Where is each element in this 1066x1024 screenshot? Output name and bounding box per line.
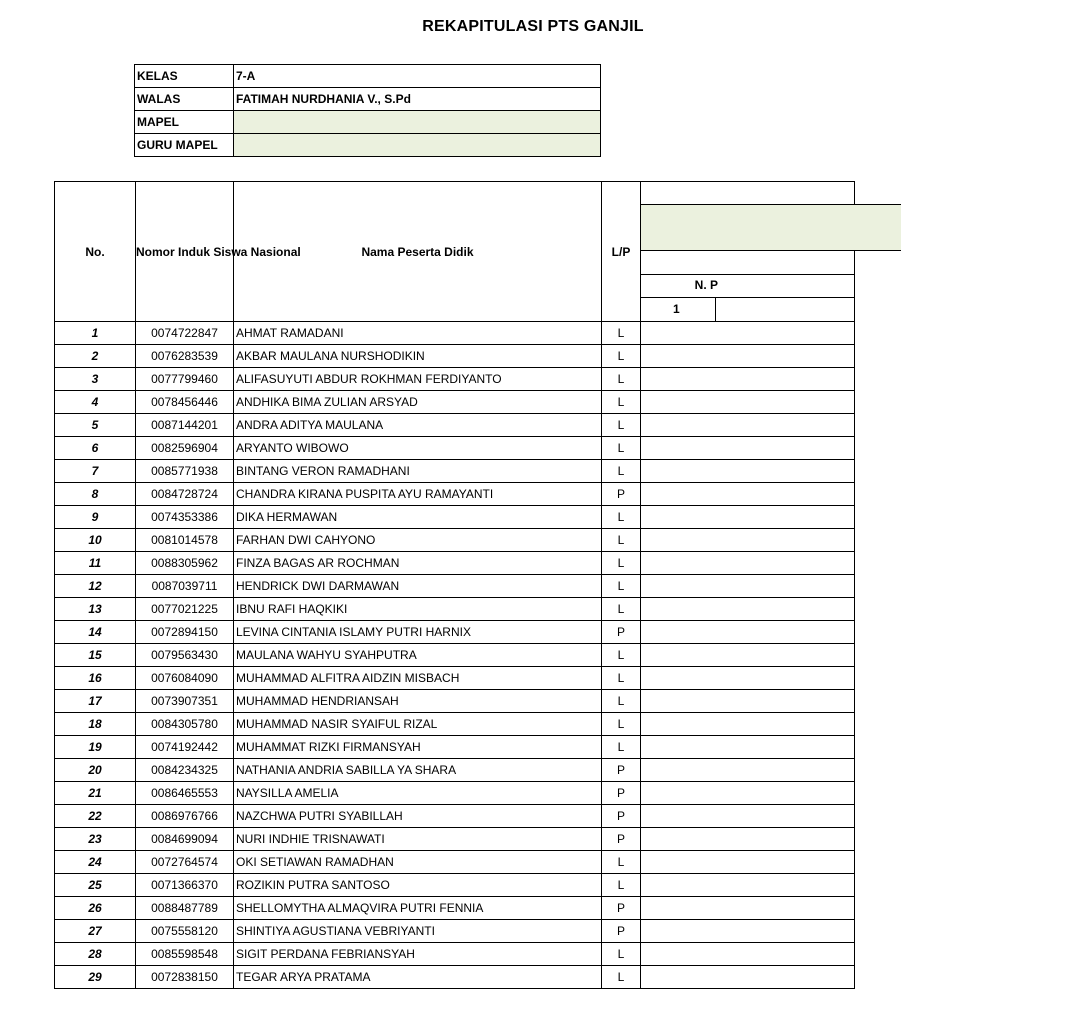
row-number: 10 (55, 529, 136, 552)
row-gender: L (602, 943, 641, 966)
row-score-cell[interactable] (641, 828, 855, 851)
table-row (55, 851, 855, 874)
row-name: ANDRA ADITYA MAULANA (234, 414, 602, 437)
row-gender: L (602, 575, 641, 598)
row-number: 24 (55, 851, 136, 874)
row-number: 26 (55, 897, 136, 920)
row-score-cell[interactable] (641, 667, 855, 690)
row-name: MUHAMMAD ALFITRA AIDZIN MISBACH (234, 667, 602, 690)
info-value: 7-A (234, 65, 601, 88)
row-number: 29 (55, 966, 136, 989)
row-score-cell[interactable] (641, 966, 855, 989)
table-row (55, 782, 855, 805)
row-gender: L (602, 690, 641, 713)
row-gender: L (602, 736, 641, 759)
row-name: AKBAR MAULANA NURSHODIKIN (234, 345, 602, 368)
table-row (55, 598, 855, 621)
row-nisn: 0085771938 (136, 460, 234, 483)
row-score-cell[interactable] (641, 851, 855, 874)
row-score-cell[interactable] (641, 391, 855, 414)
row-gender: P (602, 621, 641, 644)
row-gender: P (602, 920, 641, 943)
row-nisn: 0081014578 (136, 529, 234, 552)
row-name: CHANDRA KIRANA PUSPITA AYU RAMAYANTI (234, 483, 602, 506)
row-name: NATHANIA ANDRIA SABILLA YA SHARA (234, 759, 602, 782)
row-number: 8 (55, 483, 136, 506)
row-number: 14 (55, 621, 136, 644)
row-gender: L (602, 437, 641, 460)
row-name: SHINTIYA AGUSTIANA VEBRIYANTI (234, 920, 602, 943)
header-np: N. P (694, 278, 718, 292)
row-score-cell[interactable] (641, 782, 855, 805)
row-score-cell[interactable] (641, 644, 855, 667)
table-row (55, 414, 855, 437)
row-nisn: 0084234325 (136, 759, 234, 782)
header-no: No. (55, 182, 136, 322)
row-gender: L (602, 713, 641, 736)
row-gender: L (602, 552, 641, 575)
row-gender: P (602, 483, 641, 506)
table-header-row (55, 182, 855, 322)
table-row (55, 552, 855, 575)
row-nisn: 0076283539 (136, 345, 234, 368)
row-gender: L (602, 322, 641, 345)
row-gender: P (602, 759, 641, 782)
row-nisn: 0072838150 (136, 966, 234, 989)
info-label: GURU MAPEL (135, 134, 234, 157)
row-name: IBNU RAFI HAQKIKI (234, 598, 602, 621)
row-score-cell[interactable] (641, 759, 855, 782)
info-row (135, 134, 601, 157)
row-nisn: 0074722847 (136, 322, 234, 345)
row-score-cell[interactable] (641, 552, 855, 575)
table-row (55, 460, 855, 483)
row-gender: P (602, 805, 641, 828)
table-row (55, 943, 855, 966)
row-number: 3 (55, 368, 136, 391)
table-row (55, 759, 855, 782)
row-number: 7 (55, 460, 136, 483)
row-nisn: 0072764574 (136, 851, 234, 874)
row-score-cell[interactable] (641, 460, 855, 483)
row-name: SIGIT PERDANA FEBRIANSYAH (234, 943, 602, 966)
row-gender: L (602, 391, 641, 414)
row-number: 25 (55, 874, 136, 897)
row-gender: L (602, 506, 641, 529)
row-nisn: 0082596904 (136, 437, 234, 460)
info-label: KELAS (135, 65, 234, 88)
row-nisn: 0087039711 (136, 575, 234, 598)
row-name: OKI SETIAWAN RAMADHAN (234, 851, 602, 874)
row-name: SHELLOMYTHA ALMAQVIRA PUTRI FENNIA (234, 897, 602, 920)
table-row (55, 897, 855, 920)
row-name: MUHAMMAT RIZKI FIRMANSYAH (234, 736, 602, 759)
row-name: AHMAT RAMADANI (234, 322, 602, 345)
row-number: 22 (55, 805, 136, 828)
row-gender: P (602, 828, 641, 851)
info-value (234, 134, 601, 157)
table-row (55, 828, 855, 851)
row-number: 27 (55, 920, 136, 943)
table-row (55, 874, 855, 897)
table-row (55, 529, 855, 552)
row-name: DIKA HERMAWAN (234, 506, 602, 529)
info-label: WALAS (135, 88, 234, 111)
row-number: 20 (55, 759, 136, 782)
table-row (55, 667, 855, 690)
row-name: LEVINA CINTANIA ISLAMY PUTRI HARNIX (234, 621, 602, 644)
table-row (55, 437, 855, 460)
row-nisn: 0088487789 (136, 897, 234, 920)
header-highlight-cell (641, 204, 901, 251)
row-nisn: 0084728724 (136, 483, 234, 506)
row-name: FARHAN DWI CAHYONO (234, 529, 602, 552)
row-number: 4 (55, 391, 136, 414)
row-gender: L (602, 460, 641, 483)
table-row (55, 483, 855, 506)
table-row (55, 391, 855, 414)
row-nisn: 0074353386 (136, 506, 234, 529)
row-score-cell[interactable] (641, 437, 855, 460)
row-number: 18 (55, 713, 136, 736)
row-number: 9 (55, 506, 136, 529)
row-name: MAULANA WAHYU SYAHPUTRA (234, 644, 602, 667)
row-nisn: 0074192442 (136, 736, 234, 759)
table-row (55, 506, 855, 529)
row-gender: L (602, 414, 641, 437)
row-nisn: 0084699094 (136, 828, 234, 851)
row-gender: L (602, 529, 641, 552)
row-score-cell[interactable] (641, 805, 855, 828)
row-score-cell[interactable] (641, 943, 855, 966)
table-row (55, 920, 855, 943)
header-lp: L/P (602, 182, 641, 322)
row-gender: L (602, 345, 641, 368)
row-name: ALIFASUYUTI ABDUR ROKHMAN FERDIYANTO (234, 368, 602, 391)
header-nisn: Nomor Induk Siswa Nasional (136, 182, 234, 322)
row-nisn: 0079563430 (136, 644, 234, 667)
table-row (55, 644, 855, 667)
row-gender: L (602, 874, 641, 897)
table-row (55, 345, 855, 368)
page-title: REKAPITULASI PTS GANJIL (422, 18, 644, 35)
row-name: FINZA BAGAS AR ROCHMAN (234, 552, 602, 575)
row-score-cell[interactable] (641, 713, 855, 736)
row-score-cell[interactable] (641, 598, 855, 621)
row-score-cell[interactable] (641, 529, 855, 552)
header-scores (641, 182, 855, 322)
row-score-cell[interactable] (641, 621, 855, 644)
row-number: 15 (55, 644, 136, 667)
row-name: ARYANTO WIBOWO (234, 437, 602, 460)
table-row (55, 322, 855, 345)
row-number: 5 (55, 414, 136, 437)
student-table (54, 181, 855, 989)
row-number: 12 (55, 575, 136, 598)
row-nisn: 0086465553 (136, 782, 234, 805)
row-nisn: 0076084090 (136, 667, 234, 690)
row-number: 1 (55, 322, 136, 345)
row-number: 6 (55, 437, 136, 460)
row-number: 2 (55, 345, 136, 368)
table-row (55, 713, 855, 736)
row-name: HENDRICK DWI DARMAWAN (234, 575, 602, 598)
info-row (135, 111, 601, 134)
row-gender: L (602, 667, 641, 690)
row-nisn: 0084305780 (136, 713, 234, 736)
row-name: NAZCHWA PUTRI SYABILLAH (234, 805, 602, 828)
row-nisn: 0086976766 (136, 805, 234, 828)
row-nisn: 0078456446 (136, 391, 234, 414)
row-nisn: 0073907351 (136, 690, 234, 713)
row-name: NAYSILLA AMELIA (234, 782, 602, 805)
row-gender: P (602, 897, 641, 920)
row-name: ANDHIKA BIMA ZULIAN ARSYAD (234, 391, 602, 414)
row-score-cell[interactable] (641, 874, 855, 897)
table-row (55, 368, 855, 391)
row-gender: L (602, 851, 641, 874)
row-gender: L (602, 966, 641, 989)
table-row (55, 575, 855, 598)
row-score-cell[interactable] (641, 322, 855, 345)
info-row (135, 65, 601, 88)
row-nisn: 0072894150 (136, 621, 234, 644)
row-nisn: 0077799460 (136, 368, 234, 391)
row-gender: L (602, 644, 641, 667)
row-nisn: 0077021225 (136, 598, 234, 621)
row-nisn: 0071366370 (136, 874, 234, 897)
row-nisn: 0087144201 (136, 414, 234, 437)
table-row (55, 690, 855, 713)
row-nisn: 0085598548 (136, 943, 234, 966)
row-number: 11 (55, 552, 136, 575)
row-number: 16 (55, 667, 136, 690)
row-name: NURI INDHIE TRISNAWATI (234, 828, 602, 851)
row-name: ROZIKIN PUTRA SANTOSO (234, 874, 602, 897)
row-name: BINTANG VERON RAMADHANI (234, 460, 602, 483)
info-row (135, 88, 601, 111)
row-nisn: 0088305962 (136, 552, 234, 575)
row-score-cell[interactable] (641, 368, 855, 391)
header-col-1: 1 (673, 302, 680, 316)
row-score-cell[interactable] (641, 506, 855, 529)
class-info-table (134, 64, 601, 157)
row-score-cell[interactable] (641, 690, 855, 713)
table-row (55, 736, 855, 759)
info-value: FATIMAH NURDHANIA V., S.Pd (234, 88, 601, 111)
row-name: TEGAR ARYA PRATAMA (234, 966, 602, 989)
row-number: 19 (55, 736, 136, 759)
row-number: 21 (55, 782, 136, 805)
table-row (55, 966, 855, 989)
table-row (55, 805, 855, 828)
row-score-cell[interactable] (641, 897, 855, 920)
row-number: 23 (55, 828, 136, 851)
info-label: MAPEL (135, 111, 234, 134)
row-name: MUHAMMAD NASIR SYAIFUL RIZAL (234, 713, 602, 736)
row-number: 13 (55, 598, 136, 621)
row-name: MUHAMMAD HENDRIANSAH (234, 690, 602, 713)
header-name: Nama Peserta Didik (234, 182, 602, 322)
row-score-cell[interactable] (641, 920, 855, 943)
row-score-cell[interactable] (641, 736, 855, 759)
row-number: 17 (55, 690, 136, 713)
row-gender: L (602, 368, 641, 391)
row-gender: P (602, 782, 641, 805)
table-row (55, 621, 855, 644)
row-score-cell[interactable] (641, 483, 855, 506)
row-gender: L (602, 598, 641, 621)
row-number: 28 (55, 943, 136, 966)
row-nisn: 0075558120 (136, 920, 234, 943)
row-score-cell[interactable] (641, 575, 855, 598)
row-score-cell[interactable] (641, 345, 855, 368)
info-value (234, 111, 601, 134)
row-score-cell[interactable] (641, 414, 855, 437)
